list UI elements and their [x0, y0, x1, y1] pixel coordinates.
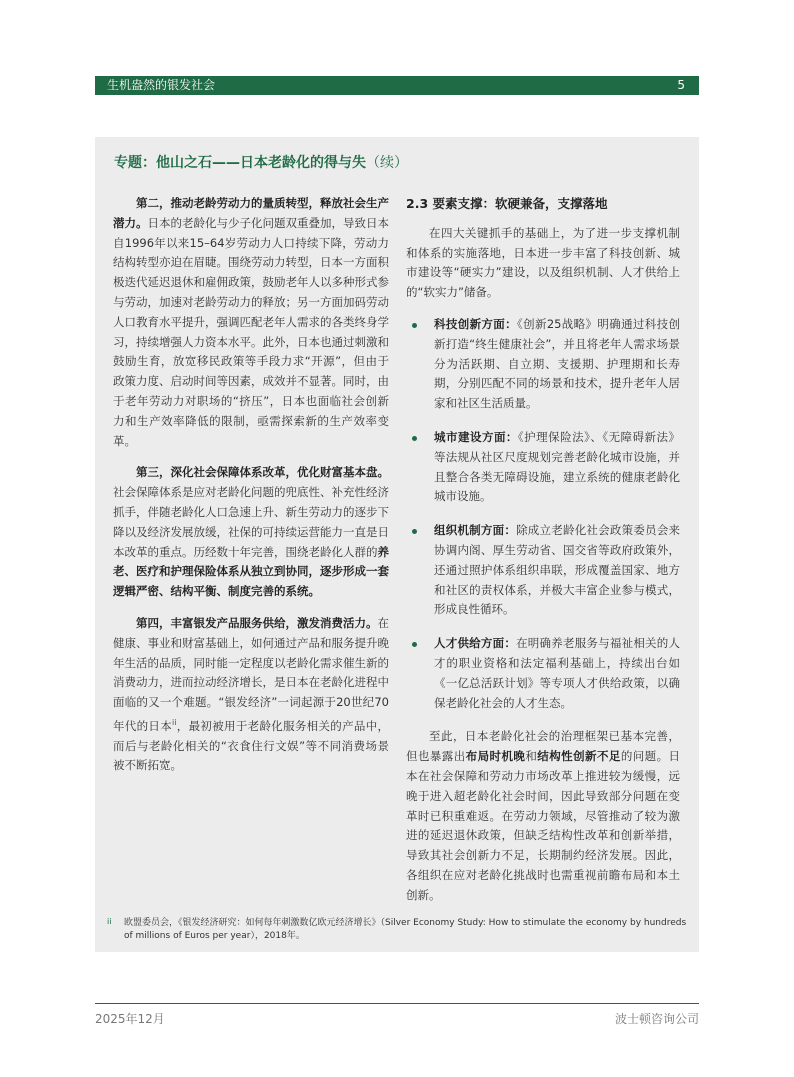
bullet-text: 在明确养老服务与福祉相关的人才的职业资格和法定福利基础上，持续出台如《一亿总活跃计划》等专项人才供给政策，以确保老龄化社会的人才生态。	[434, 636, 681, 710]
closing-paragraph	[406, 727, 680, 905]
list-item	[406, 428, 680, 507]
page-number: 5	[677, 78, 685, 92]
paragraph-body: 的问题。日本在社会保障和劳动力市场改革上推进较为缓慢，远晚于进入超老龄化社会时间，因此导致部分问题在变革时已积重难返。在劳动力领域，尽管推动了较为激进的延迟退休政策，但缺乏结构性改革和创新举措，导致其社会创新力不足，长期制约经济发展。因此，各组织在应对老龄化挑战时也需重视前瞻布局和本土创新。	[406, 749, 681, 902]
paragraph-body: 社会保障体系是应对老龄化问题的兜底性、补充性经济抓手，伴随老龄化人口急速上升、新生劳动力的逐步下降以及经济发展放缓，社保的可持续运营能力一直是日本改革的重点。历经数十年完善，围绕老龄化人群的	[113, 485, 389, 559]
paragraph-body: 日本的老龄化与少子化问题双重叠加，导致日本自1996年以来15–64岁劳动力人口持续下降，劳动力结构转型亦迫在眉睫。围绕劳动力转型，日本一方面积极迭代延迟退休和雇佣政策，鼓励老年人以多种形式参与劳动，加速对老龄劳动力的释放；另一方面加码劳动人口教育水平提升，强调匹配老年人需求的各类终身学习，持续增强人力资本水平。此外，日本也通过刺激和鼓励生育，放宽移民政策等手段力求“开源”，但由于政策力度、启动时间等因素，成效并不显著。同时，由于老年劳动力对职场的“挤压”，日本也面临社会创新力和生产效率降低的限制，亟需探索新的生产效率变革。	[113, 215, 389, 448]
footnote-marker: ii	[107, 917, 112, 926]
footnote-text: 欧盟委员会，《银发经济研究：如何每年刺激数亿欧元经济增长》（Silver Economy Study: How to stimulate the economy by hundreds of millions of Euros per year），2018年。	[124, 918, 687, 941]
paragraph-lead: 第四，丰富银发产品服务供给，激发消费活力。	[136, 615, 378, 630]
list-item	[406, 315, 680, 414]
header-title: 生机盎然的银发社会	[107, 78, 216, 92]
bullet-text: 《护理保险法》、《无障碍新法》等法规从社区尺度规划完善老龄化城市设施，并且整合各类无障碍设施，建立系统的健康老龄化城市设施。	[434, 429, 681, 504]
footer-company: 波士顿咨询公司	[614, 1012, 699, 1026]
right-column	[406, 194, 680, 918]
paragraph-social-security	[113, 463, 389, 602]
bullet-label: 人才供给方面：	[434, 636, 517, 651]
list-item	[406, 634, 680, 713]
footer-divider	[95, 1003, 699, 1004]
list-item	[406, 521, 680, 620]
box-title-continued: （续）	[366, 155, 408, 171]
box-title	[114, 152, 408, 172]
paragraph-emphasis: 养老、医疗和护理保险体系从独立到协同，逐步形成一套逻辑严密、结构平衡、制度完善的系统。	[113, 544, 389, 599]
box-title-text: 专题：他山之石——日本老龄化的得与失	[114, 155, 366, 171]
paragraph-emphasis: 结构性创新不足	[537, 749, 621, 764]
page-header	[95, 76, 699, 95]
paragraph-labor	[113, 194, 389, 451]
paragraph-silver-economy	[113, 614, 389, 776]
paragraph-emphasis: 布局时机晚	[465, 749, 526, 764]
left-column	[113, 194, 389, 788]
bullet-text: 《创新25战略》明确通过科技创新打造“终生健康社会”，并且将老年人需求场景分为活跃期、自立期、支援期、护理期和长寿期，分别匹配不同的场景和技术，提升老年人居家和社区生活质量。	[434, 316, 681, 411]
bullet-text: 除成立老龄化社会政策委员会来协调内阁、厚生劳动省、国交省等政府政策外，还通过照护体系组织串联，形成覆盖国家、地方和社区的责权体系，并极大丰富企业参与模式，形成良性循环。	[434, 523, 681, 617]
footnote	[107, 917, 687, 943]
footnote-reference[interactable]: ii	[172, 717, 177, 727]
paragraph-body: ，最初被用于老龄化服务相关的产品中，而后与老龄化相关的“衣食住行文娱”等不同消费场景被不断拓宽。	[113, 718, 390, 773]
paragraph-body: 和	[525, 749, 538, 764]
paragraph-lead: 第三，深化社会保障体系改革，优化财富基本盘。	[136, 465, 389, 480]
feature-box	[95, 137, 699, 952]
bullet-list	[406, 315, 680, 713]
section-intro: 在四大关键抓手的基础上，为了进一步支撑机制和体系的实施落地，日本进一步丰富了科技创新、城市建设等“硬实力”建设，以及组织机制、人才供给上的“软实力”储备。	[406, 225, 680, 300]
paragraph-body: 至此，日本老龄化社会的治理框架已基本完善，但也暴露出	[406, 729, 680, 764]
bullet-label: 科技创新方面：	[434, 316, 517, 331]
footer-date: 2025年12月	[95, 1012, 165, 1026]
bullet-label: 组织机制方面：	[434, 523, 517, 538]
bullet-label: 城市建设方面：	[434, 429, 518, 444]
paragraph-lead: 第二，推动老龄劳动力的量质转型，释放社会生产潜力。	[113, 196, 389, 230]
paragraph-body: 在健康、事业和财富基础上，如何通过产品和服务提升晚年生活的品质，同时能一定程度以老龄化需求催生新的消费动力，进而拉动经济增长，是日本在老龄化进程中面临的又一个难题。“银发经济”一词起源于20世纪70年代的日本	[113, 615, 389, 733]
section-subtitle: 2.3 要素支撑：软硬兼备，支撑落地	[406, 196, 608, 211]
